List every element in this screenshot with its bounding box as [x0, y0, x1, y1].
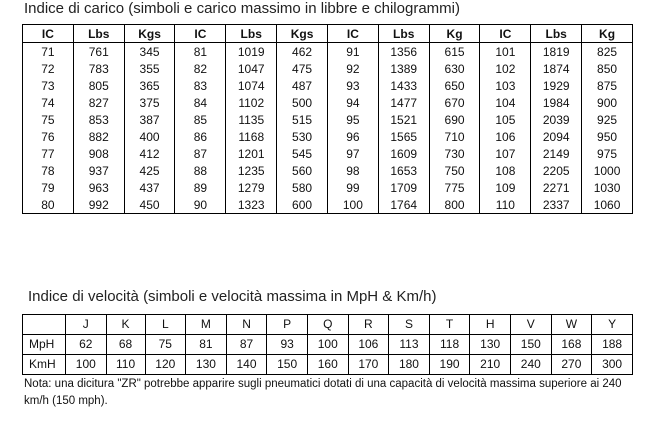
load-table-cell: 109: [480, 179, 531, 196]
speed-header-cell: P: [267, 315, 308, 335]
load-table-row: [23, 128, 633, 145]
speed-table-cell: 120: [145, 355, 186, 375]
load-table-cell: 850: [582, 60, 633, 77]
load-table-cell: 545: [277, 145, 328, 162]
load-table-cell: 1019: [226, 43, 277, 61]
load-table-cell: 2271: [531, 179, 582, 196]
load-table-cell: 1000: [582, 162, 633, 179]
speed-table-cell: 160: [307, 355, 348, 375]
load-table-cell: 1984: [531, 94, 582, 111]
speed-table-cell: 93: [267, 335, 308, 355]
load-table-cell: 95: [327, 111, 378, 128]
speed-index-table: [22, 314, 633, 375]
load-table-cell: 71: [23, 43, 74, 61]
load-table-row: [23, 145, 633, 162]
load-index-title: Indice di carico (simboli e carico massimo in libbre e chilogrammi): [24, 0, 460, 17]
load-table-cell: 975: [582, 145, 633, 162]
load-index-table: [22, 24, 633, 214]
load-table-cell: 110: [480, 196, 531, 214]
speed-table-cell: 62: [66, 335, 107, 355]
speed-table-cell: 190: [429, 355, 470, 375]
load-table-cell: 84: [175, 94, 226, 111]
speed-header-cell: L: [145, 315, 186, 335]
load-table-cell: 963: [73, 179, 124, 196]
speed-header-cell: S: [389, 315, 430, 335]
speed-header-cell: T: [429, 315, 470, 335]
speed-header-cell: V: [510, 315, 551, 335]
load-table-cell: 853: [73, 111, 124, 128]
load-header-cell: Kg: [429, 25, 480, 43]
load-table-cell: 730: [429, 145, 480, 162]
load-table-cell: 72: [23, 60, 74, 77]
load-table-cell: 86: [175, 128, 226, 145]
load-header-cell: IC: [327, 25, 378, 43]
load-header-cell: Kg: [582, 25, 633, 43]
load-header-cell: Kgs: [124, 25, 175, 43]
load-table-cell: 91: [327, 43, 378, 61]
speed-row-label: MpH: [23, 335, 66, 355]
load-table-cell: 1929: [531, 77, 582, 94]
speed-table-row: [23, 355, 633, 375]
load-table-cell: 600: [277, 196, 328, 214]
load-table-cell: 76: [23, 128, 74, 145]
speed-table-cell: 150: [267, 355, 308, 375]
load-table-cell: 2205: [531, 162, 582, 179]
load-table-cell: 1235: [226, 162, 277, 179]
load-table-cell: 1074: [226, 77, 277, 94]
load-table-cell: 805: [73, 77, 124, 94]
load-table-cell: 1565: [378, 128, 429, 145]
load-table-cell: 77: [23, 145, 74, 162]
load-table-cell: 425: [124, 162, 175, 179]
load-table-cell: 88: [175, 162, 226, 179]
load-header-cell: Lbs: [73, 25, 124, 43]
load-table-cell: 1168: [226, 128, 277, 145]
load-table-cell: 100: [327, 196, 378, 214]
load-table-cell: 560: [277, 162, 328, 179]
load-table-row: [23, 179, 633, 196]
load-table-cell: 1060: [582, 196, 633, 214]
load-table-cell: 87: [175, 145, 226, 162]
speed-table-cell: 210: [470, 355, 511, 375]
load-table-cell: 690: [429, 111, 480, 128]
load-table-cell: 81: [175, 43, 226, 61]
speed-index-header-row: [23, 315, 633, 335]
speed-table-cell: 140: [226, 355, 267, 375]
load-table-cell: 825: [582, 43, 633, 61]
load-table-cell: 761: [73, 43, 124, 61]
load-table-cell: 487: [277, 77, 328, 94]
load-header-cell: IC: [23, 25, 74, 43]
speed-table-cell: 168: [551, 335, 592, 355]
speed-index-title: Indice di velocità (simboli e velocità massima in MpH & Km/h): [28, 288, 437, 305]
load-table-cell: 1135: [226, 111, 277, 128]
speed-table-cell: 100: [307, 335, 348, 355]
load-table-row: [23, 60, 633, 77]
load-table-cell: 750: [429, 162, 480, 179]
speed-table-cell: 130: [186, 355, 227, 375]
load-table-cell: 1030: [582, 179, 633, 196]
load-table-cell: 875: [582, 77, 633, 94]
load-table-cell: 1433: [378, 77, 429, 94]
speed-table-cell: 68: [106, 335, 145, 355]
speed-table-cell: 240: [510, 355, 551, 375]
load-table-cell: 2149: [531, 145, 582, 162]
load-table-cell: 1323: [226, 196, 277, 214]
speed-header-cell: K: [106, 315, 145, 335]
load-table-cell: 1764: [378, 196, 429, 214]
speed-header-cell: J: [66, 315, 107, 335]
load-table-cell: 475: [277, 60, 328, 77]
load-table-cell: 73: [23, 77, 74, 94]
load-header-cell: IC: [175, 25, 226, 43]
speed-table-cell: 270: [551, 355, 592, 375]
speed-table-cell: 300: [592, 355, 633, 375]
load-table-cell: 83: [175, 77, 226, 94]
load-table-cell: 78: [23, 162, 74, 179]
load-table-cell: 1874: [531, 60, 582, 77]
load-header-cell: Kgs: [277, 25, 328, 43]
load-table-cell: 1521: [378, 111, 429, 128]
load-table-cell: 1819: [531, 43, 582, 61]
load-table-cell: 1653: [378, 162, 429, 179]
load-table-cell: 882: [73, 128, 124, 145]
speed-header-cell: Y: [592, 315, 633, 335]
load-table-cell: 437: [124, 179, 175, 196]
load-header-cell: Lbs: [226, 25, 277, 43]
load-table-cell: 101: [480, 43, 531, 61]
load-header-cell: Lbs: [531, 25, 582, 43]
load-table-cell: 530: [277, 128, 328, 145]
load-header-cell: Lbs: [378, 25, 429, 43]
load-table-cell: 1356: [378, 43, 429, 61]
load-index-header-row: [23, 25, 633, 43]
load-table-cell: 1709: [378, 179, 429, 196]
load-table-cell: 950: [582, 128, 633, 145]
load-table-cell: 462: [277, 43, 328, 61]
load-table-cell: 2039: [531, 111, 582, 128]
speed-table-row: [23, 335, 633, 355]
load-table-cell: 1389: [378, 60, 429, 77]
speed-table-cell: 87: [226, 335, 267, 355]
load-table-cell: 500: [277, 94, 328, 111]
load-table-cell: 365: [124, 77, 175, 94]
load-table-cell: 80: [23, 196, 74, 214]
load-table-cell: 1477: [378, 94, 429, 111]
load-table-cell: 515: [277, 111, 328, 128]
speed-header-cell: N: [226, 315, 267, 335]
load-table-row: [23, 77, 633, 94]
load-table-cell: 82: [175, 60, 226, 77]
load-table-cell: 345: [124, 43, 175, 61]
load-table-cell: 2094: [531, 128, 582, 145]
load-table-cell: 670: [429, 94, 480, 111]
speed-table-cell: 113: [389, 335, 430, 355]
load-table-row: [23, 111, 633, 128]
speed-header-cell: M: [186, 315, 227, 335]
load-table-cell: 74: [23, 94, 74, 111]
load-table-cell: 375: [124, 94, 175, 111]
load-table-cell: 1279: [226, 179, 277, 196]
speed-header-cell: [23, 315, 66, 335]
load-table-cell: 908: [73, 145, 124, 162]
load-table-cell: 107: [480, 145, 531, 162]
speed-header-cell: W: [551, 315, 592, 335]
load-table-cell: 992: [73, 196, 124, 214]
load-table-cell: 90: [175, 196, 226, 214]
speed-table-cell: 180: [389, 355, 430, 375]
load-table-cell: 783: [73, 60, 124, 77]
load-table-row: [23, 196, 633, 214]
speed-table-cell: 130: [470, 335, 511, 355]
speed-table-cell: 150: [510, 335, 551, 355]
speed-table-cell: 170: [348, 355, 389, 375]
load-table-cell: 92: [327, 60, 378, 77]
load-table-cell: 800: [429, 196, 480, 214]
load-table-cell: 1609: [378, 145, 429, 162]
load-table-cell: 580: [277, 179, 328, 196]
load-table-cell: 710: [429, 128, 480, 145]
load-table-cell: 827: [73, 94, 124, 111]
load-table-cell: 103: [480, 77, 531, 94]
load-table-cell: 89: [175, 179, 226, 196]
load-table-row: [23, 43, 633, 61]
load-table-cell: 79: [23, 179, 74, 196]
load-table-cell: 85: [175, 111, 226, 128]
load-table-cell: 775: [429, 179, 480, 196]
speed-table-cell: 188: [592, 335, 633, 355]
speed-table-cell: 81: [186, 335, 227, 355]
speed-header-cell: H: [470, 315, 511, 335]
load-table-cell: 900: [582, 94, 633, 111]
load-table-cell: 650: [429, 77, 480, 94]
load-table-cell: 615: [429, 43, 480, 61]
load-table-cell: 105: [480, 111, 531, 128]
load-table-cell: 937: [73, 162, 124, 179]
load-table-cell: 450: [124, 196, 175, 214]
load-table-cell: 102: [480, 60, 531, 77]
speed-header-cell: R: [348, 315, 389, 335]
speed-table-cell: 110: [106, 355, 145, 375]
load-table-row: [23, 162, 633, 179]
load-table-cell: 400: [124, 128, 175, 145]
load-table-cell: 925: [582, 111, 633, 128]
load-table-cell: 93: [327, 77, 378, 94]
speed-table-cell: 100: [66, 355, 107, 375]
load-table-cell: 75: [23, 111, 74, 128]
load-table-cell: 94: [327, 94, 378, 111]
load-table-cell: 97: [327, 145, 378, 162]
load-header-cell: IC: [480, 25, 531, 43]
load-table-cell: 98: [327, 162, 378, 179]
load-table-cell: 1102: [226, 94, 277, 111]
load-table-row: [23, 94, 633, 111]
speed-table-cell: 106: [348, 335, 389, 355]
speed-table-cell: 75: [145, 335, 186, 355]
load-table-cell: 99: [327, 179, 378, 196]
load-table-cell: 387: [124, 111, 175, 128]
load-table-cell: 104: [480, 94, 531, 111]
speed-table-cell: 118: [429, 335, 470, 355]
load-table-cell: 1047: [226, 60, 277, 77]
speed-header-cell: Q: [307, 315, 348, 335]
load-table-cell: 1201: [226, 145, 277, 162]
load-table-cell: 96: [327, 128, 378, 145]
load-table-cell: 106: [480, 128, 531, 145]
load-table-cell: 630: [429, 60, 480, 77]
load-table-cell: 108: [480, 162, 531, 179]
load-table-cell: 2337: [531, 196, 582, 214]
speed-row-label: KmH: [23, 355, 66, 375]
load-table-cell: 355: [124, 60, 175, 77]
note-text: Nota: una dicitura "ZR" potrebbe apparire sugli pneumatici dotati di una capacità di velocità massima superiore ai 240 km/h (150 mph).: [24, 378, 622, 407]
load-table-cell: 412: [124, 145, 175, 162]
